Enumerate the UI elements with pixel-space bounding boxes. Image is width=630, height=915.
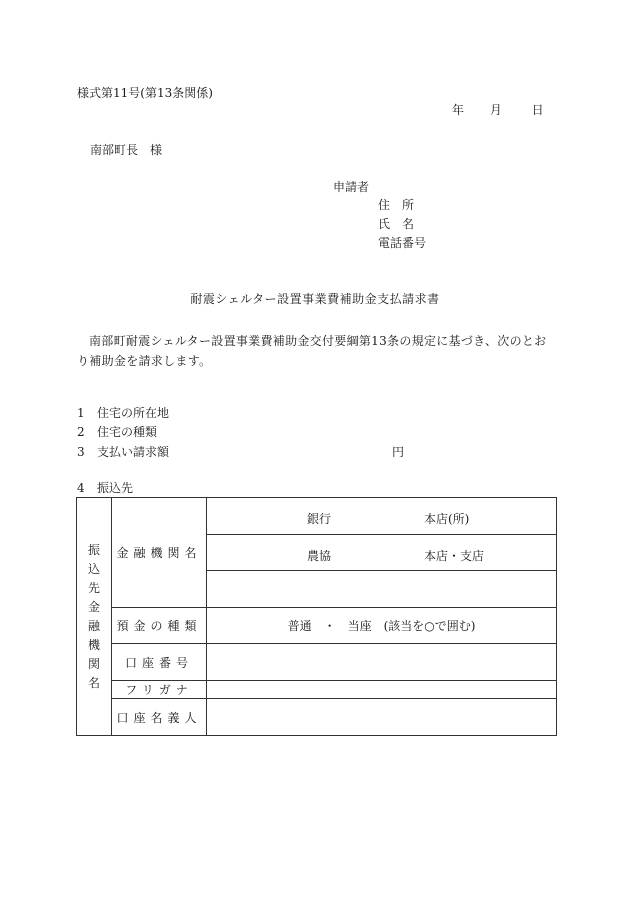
applicant-phone-label: 電話番号 bbox=[378, 236, 427, 250]
furigana-field[interactable] bbox=[207, 681, 557, 699]
applicant-name-label: 氏 名 bbox=[378, 217, 415, 231]
item-number: 3 bbox=[77, 445, 85, 459]
item-label: 住宅の種類 bbox=[97, 425, 158, 439]
date-year: 年 bbox=[452, 103, 465, 117]
item-label: 振込先 bbox=[97, 481, 134, 495]
bank-transfer-table bbox=[76, 497, 557, 736]
account-holder-field[interactable] bbox=[207, 699, 557, 736]
item-payment-amount bbox=[77, 445, 169, 459]
transfer-bank-side-label: 振込先金融機関名 bbox=[77, 498, 112, 736]
furigana-label: フリガナ bbox=[112, 681, 207, 699]
item-number: 4 bbox=[77, 481, 85, 495]
item-number: 1 bbox=[77, 406, 85, 420]
item-number: 2 bbox=[77, 425, 85, 439]
date-day: 日 bbox=[531, 103, 544, 117]
item-label: 住宅の所在地 bbox=[97, 406, 170, 420]
document-title: 耐震シェルター設置事業費補助金支払請求書 bbox=[190, 292, 440, 306]
item-residence-type bbox=[77, 425, 157, 439]
request-body-text: 南部町耐震シェルター設置事業費補助金交付要綱第13条の規定に基づき、次のとおり補助金を請求します。 bbox=[77, 334, 547, 368]
head-sub-branch-text: 本店・支店 bbox=[424, 549, 485, 563]
date-line bbox=[452, 103, 544, 117]
item-label: 支払い請求額 bbox=[97, 445, 170, 459]
deposit-type-label: 預金の種類 bbox=[112, 608, 207, 644]
deposit-type-value[interactable]: 普通 ・ 当座 (該当を○で囲む) bbox=[207, 608, 557, 644]
agri-coop-row[interactable] bbox=[207, 535, 557, 571]
bank-text: 銀行 bbox=[307, 512, 332, 526]
account-holder-label: 口座名義人 bbox=[112, 699, 207, 736]
applicant-heading: 申請者 bbox=[333, 180, 370, 194]
addressee: 南部町長 様 bbox=[90, 143, 163, 157]
institution-other-field[interactable] bbox=[207, 571, 557, 608]
amount-unit: 円 bbox=[392, 445, 405, 459]
account-number-label: 口座番号 bbox=[112, 644, 207, 681]
item-transfer-destination bbox=[77, 481, 133, 495]
head-branch-text: 本店(所) bbox=[424, 512, 470, 526]
bank-row[interactable] bbox=[207, 498, 557, 535]
account-number-field[interactable] bbox=[207, 644, 557, 681]
applicant-address-label: 住 所 bbox=[378, 198, 415, 212]
item-residence-location bbox=[77, 406, 169, 420]
institution-label: 金融機関名 bbox=[112, 498, 207, 608]
form-number: 様式第11号(第13条関係) bbox=[77, 86, 213, 100]
agri-coop-text: 農協 bbox=[307, 549, 332, 563]
date-month: 月 bbox=[489, 103, 502, 117]
